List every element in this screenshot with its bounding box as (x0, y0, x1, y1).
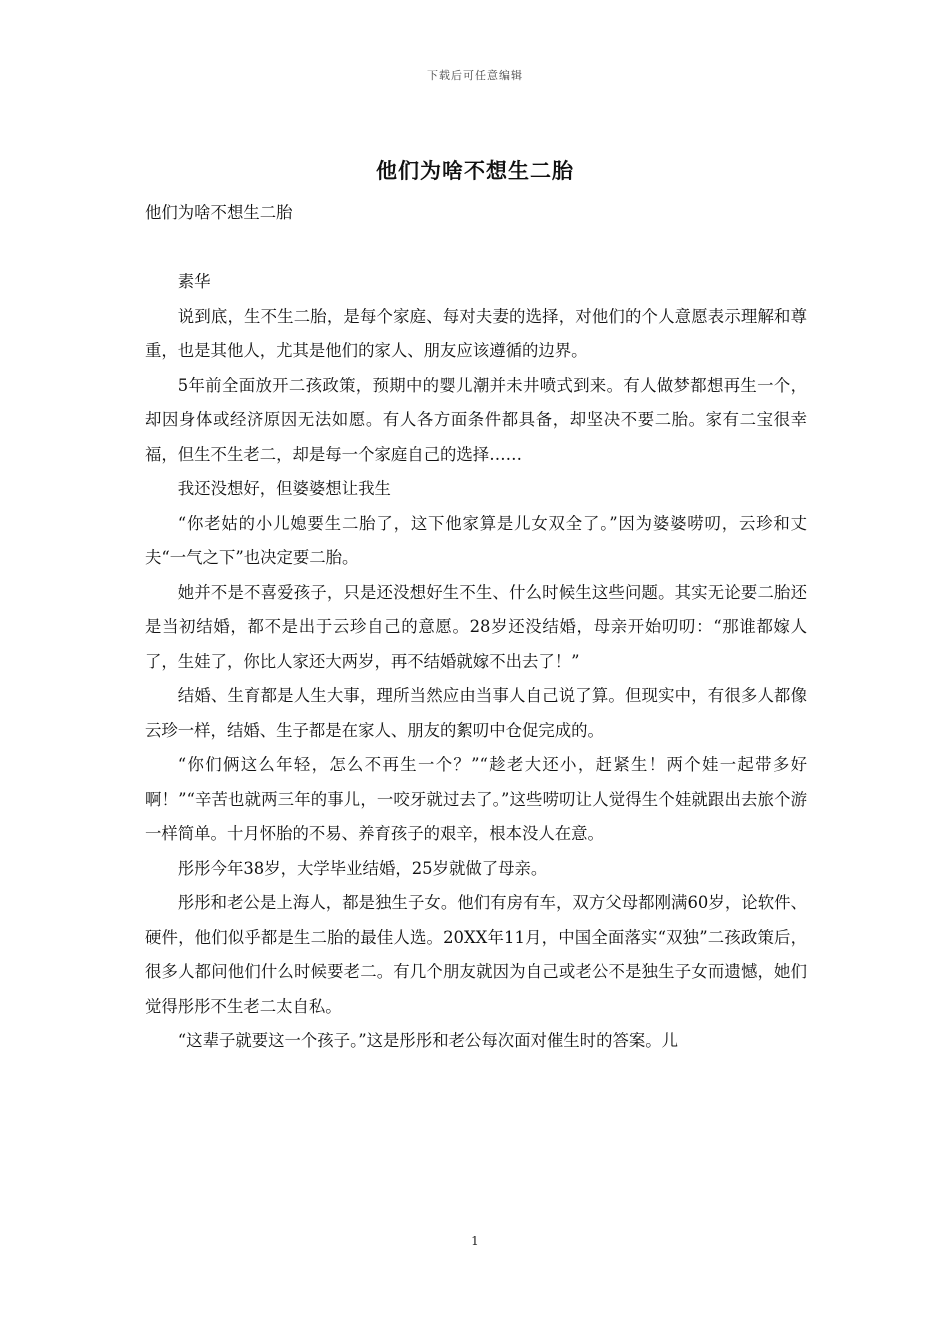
page-number: 1 (471, 1234, 479, 1248)
paragraph: “你们俩这么年轻，怎么不再生一个？”“趁老大还小，赶紧生！两个娃一起带多好啊！”“辛苦也就两三年的事儿，一咬牙就过去了。”这些唠叨让人觉得生个娃就跟出去旅个游一样简单。十月怀胎的不易、养育孩子的艰辛，根本没人在意。 (145, 755, 807, 843)
paragraph: 说到底，生不生二胎，是每个家庭、每对夫妻的选择，对他们的个人意愿表示理解和尊重，也是其他人，尤其是他们的家人、朋友应该遵循的边界。 (145, 306, 807, 360)
document-title: 他们为啥不想生二胎 (376, 158, 574, 183)
paragraph: 彤彤和老公是上海人，都是独生子女。他们有房有车，双方父母都刚满60岁，论软件、硬件，他们似乎都是生二胎的最佳人选。20XX年11月，中国全面落实“双独”二孩政策后，很多人都问他们什么时候要老二。有几个朋友就因为自己或老公不是独生子女而遗憾，她们觉得彤彤不生老二太自私。 (145, 893, 807, 1016)
section-heading: 我还没想好，但婆婆想让我生 (177, 479, 391, 498)
paragraph: 彤彤今年38岁，大学毕业结婚，25岁就做了母亲。 (177, 858, 548, 878)
paragraph: 她并不是不喜爱孩子，只是还没想好生不生、什么时候生这些问题。其实无论要二胎还是当初结婚，都不是出于云珍自己的意愿。28岁还没结婚，母亲开始叨叨：“那谁都嫁人了，生娃了，你比人家还大两岁，再不结婚就嫁不出去了！” (145, 582, 807, 671)
paragraph: 5年前全面放开二孩政策，预期中的婴儿潮并未井喷式到来。有人做梦都想再生一个，却因身体或经济原因无法如愿。有人各方面条件都具备，却坚决不要二胎。家有二宝很幸福，但生不生老二，却是每一个家庭自己的选择…… (145, 375, 807, 464)
document-body (145, 196, 807, 1059)
paragraph: “你老姑的小儿媳要生二胎了，这下他家算是儿女双全了。”因为婆婆唠叨，云珍和丈夫“一气之下”也决定要二胎。 (145, 513, 807, 567)
author-line: 素华 (177, 272, 211, 291)
header-note: 下载后可任意编辑 (427, 69, 523, 82)
paragraph: 结婚、生育都是人生大事，理所当然应由当事人自己说了算。但现实中，有很多人都像云珍一样，结婚、生子都是在家人、朋友的絮叨中仓促完成的。 (145, 686, 807, 740)
subtitle: 他们为啥不想生二胎 (145, 203, 293, 222)
paragraph: “这辈子就要这一个孩子。”这是彤彤和老公每次面对催生时的答案。儿 (177, 1031, 679, 1050)
